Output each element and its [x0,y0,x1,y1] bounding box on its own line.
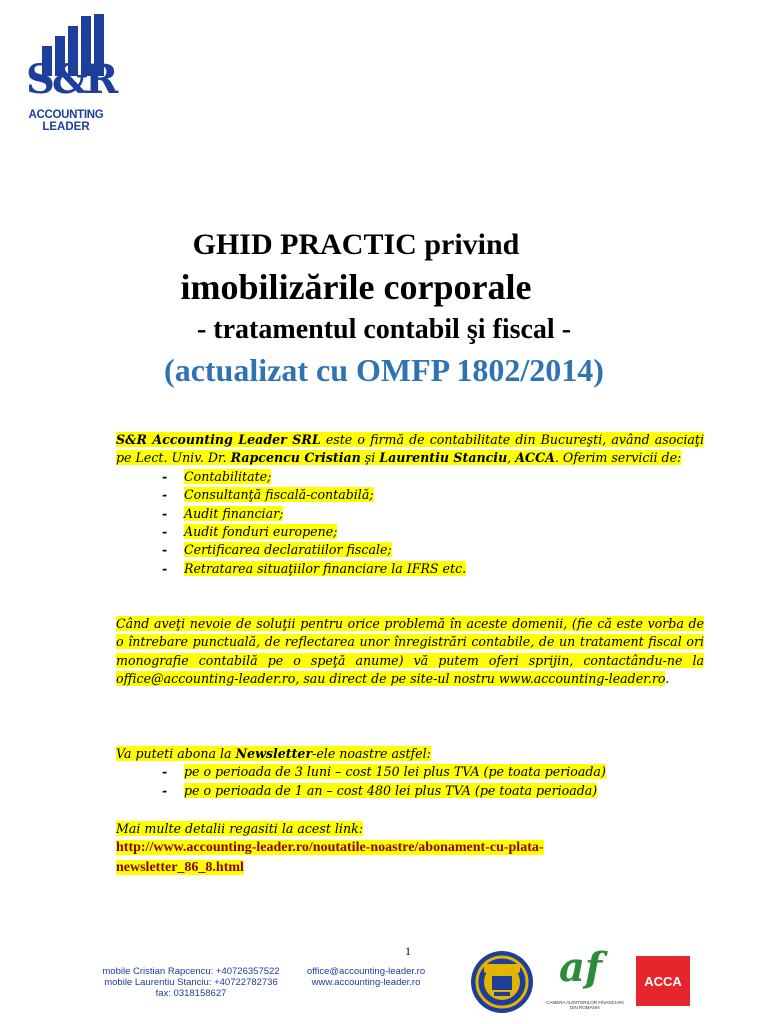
intro-section [116,431,704,578]
company-name: S&R Accounting Leader SRL [116,432,321,447]
details-link[interactable] [116,838,704,857]
details-text [116,820,704,838]
service-label: Consultanţă fiscală-contabilă; [184,487,374,503]
details-link-part1[interactable]: http://www.accounting-leader.ro/noutatile-noastre/abonament-cu-plata- [116,840,544,856]
newsletter-option: pe o perioada de 1 an – cost 480 lei plus TVA (pe toata perioada) [184,782,598,798]
logo-line1: ACCOUNTING [28,109,104,121]
details-label: Mai multe detalii regasiti la acest link: [116,821,363,836]
list-item: - Audit financiar; [162,505,284,521]
company-logo [24,14,116,133]
service-label: Retratarea situaţiilor financiare la IFRS etc. [184,560,467,576]
logo-mark: S&R [26,56,116,103]
newsletter-name: Newsletter [235,746,313,761]
title-line4: (actualizat cu OMFP 1802/2014) [164,352,604,388]
title-line1: GHID PRACTIC privind [192,228,520,261]
partner-name: Laurentiu Stanciu [379,450,508,466]
newsletter-option: pe o perioada de 3 luni – cost 150 lei plus TVA (pe toata perioada) [184,764,606,780]
footer-website[interactable]: www.accounting-leader.ro [311,977,421,988]
list-item: - Audit fonduri europene; [162,524,338,540]
acca-text: ACCA [515,450,555,466]
newsletter-options [116,763,704,800]
service-label: Audit fonduri europene; [184,524,338,540]
email-link[interactable]: office@accounting-leader.ro [116,671,296,687]
intro-text-end: . Oferim servicii de: [554,450,682,466]
details-link-part2[interactable]: newsletter_86_8.html [116,859,244,875]
website-link[interactable]: www.accounting-leader.ro [498,671,666,687]
title-line3: - tratamentul contabil şi fiscal - [196,314,572,345]
list-item: - Certificarea declaratiilor fiscale; [162,542,392,558]
service-label: Audit financiar; [184,505,284,521]
ceccar-seal-icon [470,950,534,1014]
list-item: - pe o perioada de 3 luni – cost 150 lei plus TVA (pe toata perioada) [162,764,606,780]
intro-paragraph [116,431,704,468]
newsletter-intro [116,745,704,763]
intro-comma: , [507,450,516,466]
intro-and: şi [360,450,380,466]
newsletter-pre: Va puteti abona la [116,746,236,761]
acca-logo: ACCA [636,956,690,1006]
list-item: - Retratarea situaţiilor financiare la IFRS etc. [162,560,467,576]
list-item: - Contabilitate; [162,468,272,484]
cafr-caption: CAMERA AUDITORILOR FINANCIARI DIN ROMANIA [546,1000,624,1010]
partner-name: Rapcencu Cristian [230,450,361,466]
details-section [116,820,704,877]
title-line2: imobilizările corporale [180,267,532,307]
logo-line2: LEADER [42,121,90,133]
cafr-mark: af [559,944,603,991]
service-label: Contabilitate; [184,468,272,484]
page-number: 1 [405,944,411,958]
footer-contacts [96,966,286,999]
footer-contact-line: mobile Laurentiu Stanciu: +40722782736 [104,977,278,988]
footer-contact-line: mobile Cristian Rapcencu: +40726357522 [102,966,280,977]
intro-text: este o firmă de contabilitate din Bucureşti, având asociaţi pe Lect. Univ. Dr. [116,432,705,466]
footer-links [296,966,436,988]
newsletter-section [116,745,704,800]
help-text: Când aveţi nevoie de soluţii pentru orice problemă în aceste domenii, (fie că este vorba de o întrebare punctuală, de reflectarea unor înregistrări contabile, de un tratament fiscal ori monografie contabilă pe o speţă anume) vă putem oferi sprijin, contactându-ne la [116,616,704,668]
cafr-logo [543,944,627,1014]
services-list [116,468,704,578]
footer-contact-line: fax: 0318158627 [155,988,227,999]
footer-email[interactable]: office@accounting-leader.ro [306,966,426,977]
newsletter-post: -ele noastre astfel: [312,746,431,761]
list-item: - Consultanţă fiscală-contabilă; [162,487,374,503]
list-item: - pe o perioada de 1 an – cost 480 lei plus TVA (pe toata perioada) [162,782,598,798]
help-end: . [665,671,670,687]
help-mid: , sau direct de pe site-ul nostru [295,671,499,687]
service-label: Certificarea declaratiilor fiscale; [184,542,392,558]
help-paragraph [116,615,704,689]
